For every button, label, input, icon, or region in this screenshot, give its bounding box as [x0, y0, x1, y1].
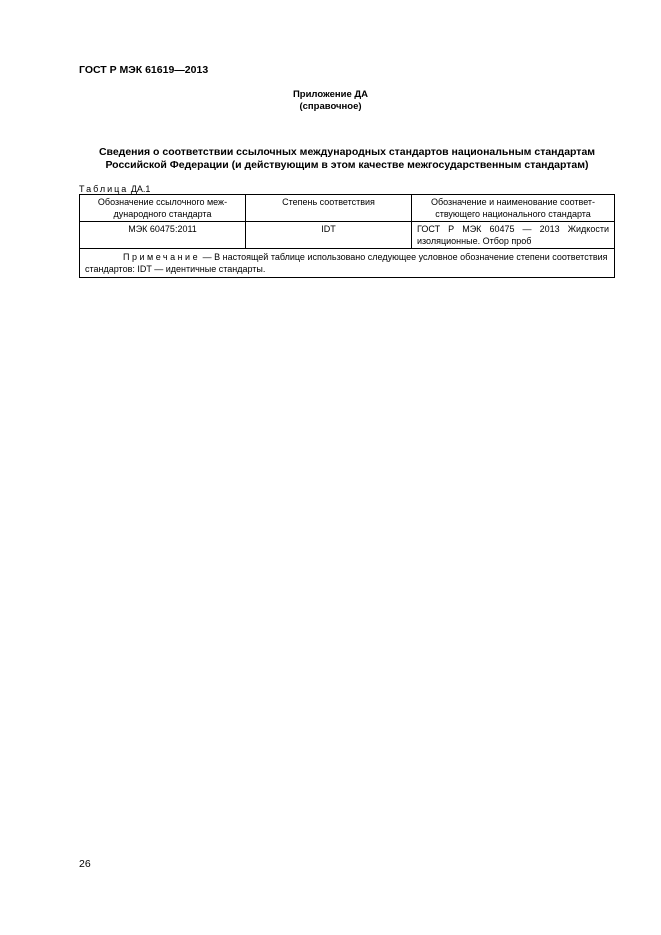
- heading-line-2: Российской Федерации (и действующим в этом качестве межгосударственным стандартам): [105, 159, 589, 171]
- table-header-cell: Обозначение и наименование соответ-ствующего национального стандарта: [412, 195, 615, 222]
- annex-header: [0, 89, 661, 113]
- annex-type: (справочное): [299, 101, 362, 112]
- table-caption-label: Таблица: [79, 184, 129, 194]
- table-cell-international-standard: МЭК 60475:2011: [80, 222, 246, 249]
- page-number: 26: [79, 858, 91, 870]
- table-cell-conformity-degree: IDT: [246, 222, 412, 249]
- document-code: ГОСТ Р МЭК 61619—2013: [79, 64, 209, 76]
- standards-table: [79, 194, 615, 278]
- table-note: [80, 249, 615, 278]
- section-heading: [79, 146, 615, 172]
- table-row: [80, 222, 615, 249]
- note-text: — В настоящей таблице использовано следующее условное обозначение степени соответствия стандартов: IDT — идентичные стандарты.: [85, 252, 608, 274]
- table-header-cell: Обозначение ссылочного меж-дународного стандарта: [80, 195, 246, 222]
- heading-line-1: Сведения о соответствии ссылочных международных стандартов национальным стандартам: [98, 146, 596, 158]
- table-header-cell: Степень соответствия: [246, 195, 412, 222]
- table-note-row: [80, 249, 615, 278]
- annex-title: Приложение ДА: [292, 89, 369, 100]
- table-caption: [79, 184, 150, 194]
- table-header-row: [80, 195, 615, 222]
- table-caption-number: ДА.1: [130, 184, 151, 194]
- note-label: Примечание: [123, 252, 201, 262]
- table-cell-national-standard: ГОСТ Р МЭК 60475 — 2013 Жидкости изоляционные. Отбор проб: [412, 222, 615, 249]
